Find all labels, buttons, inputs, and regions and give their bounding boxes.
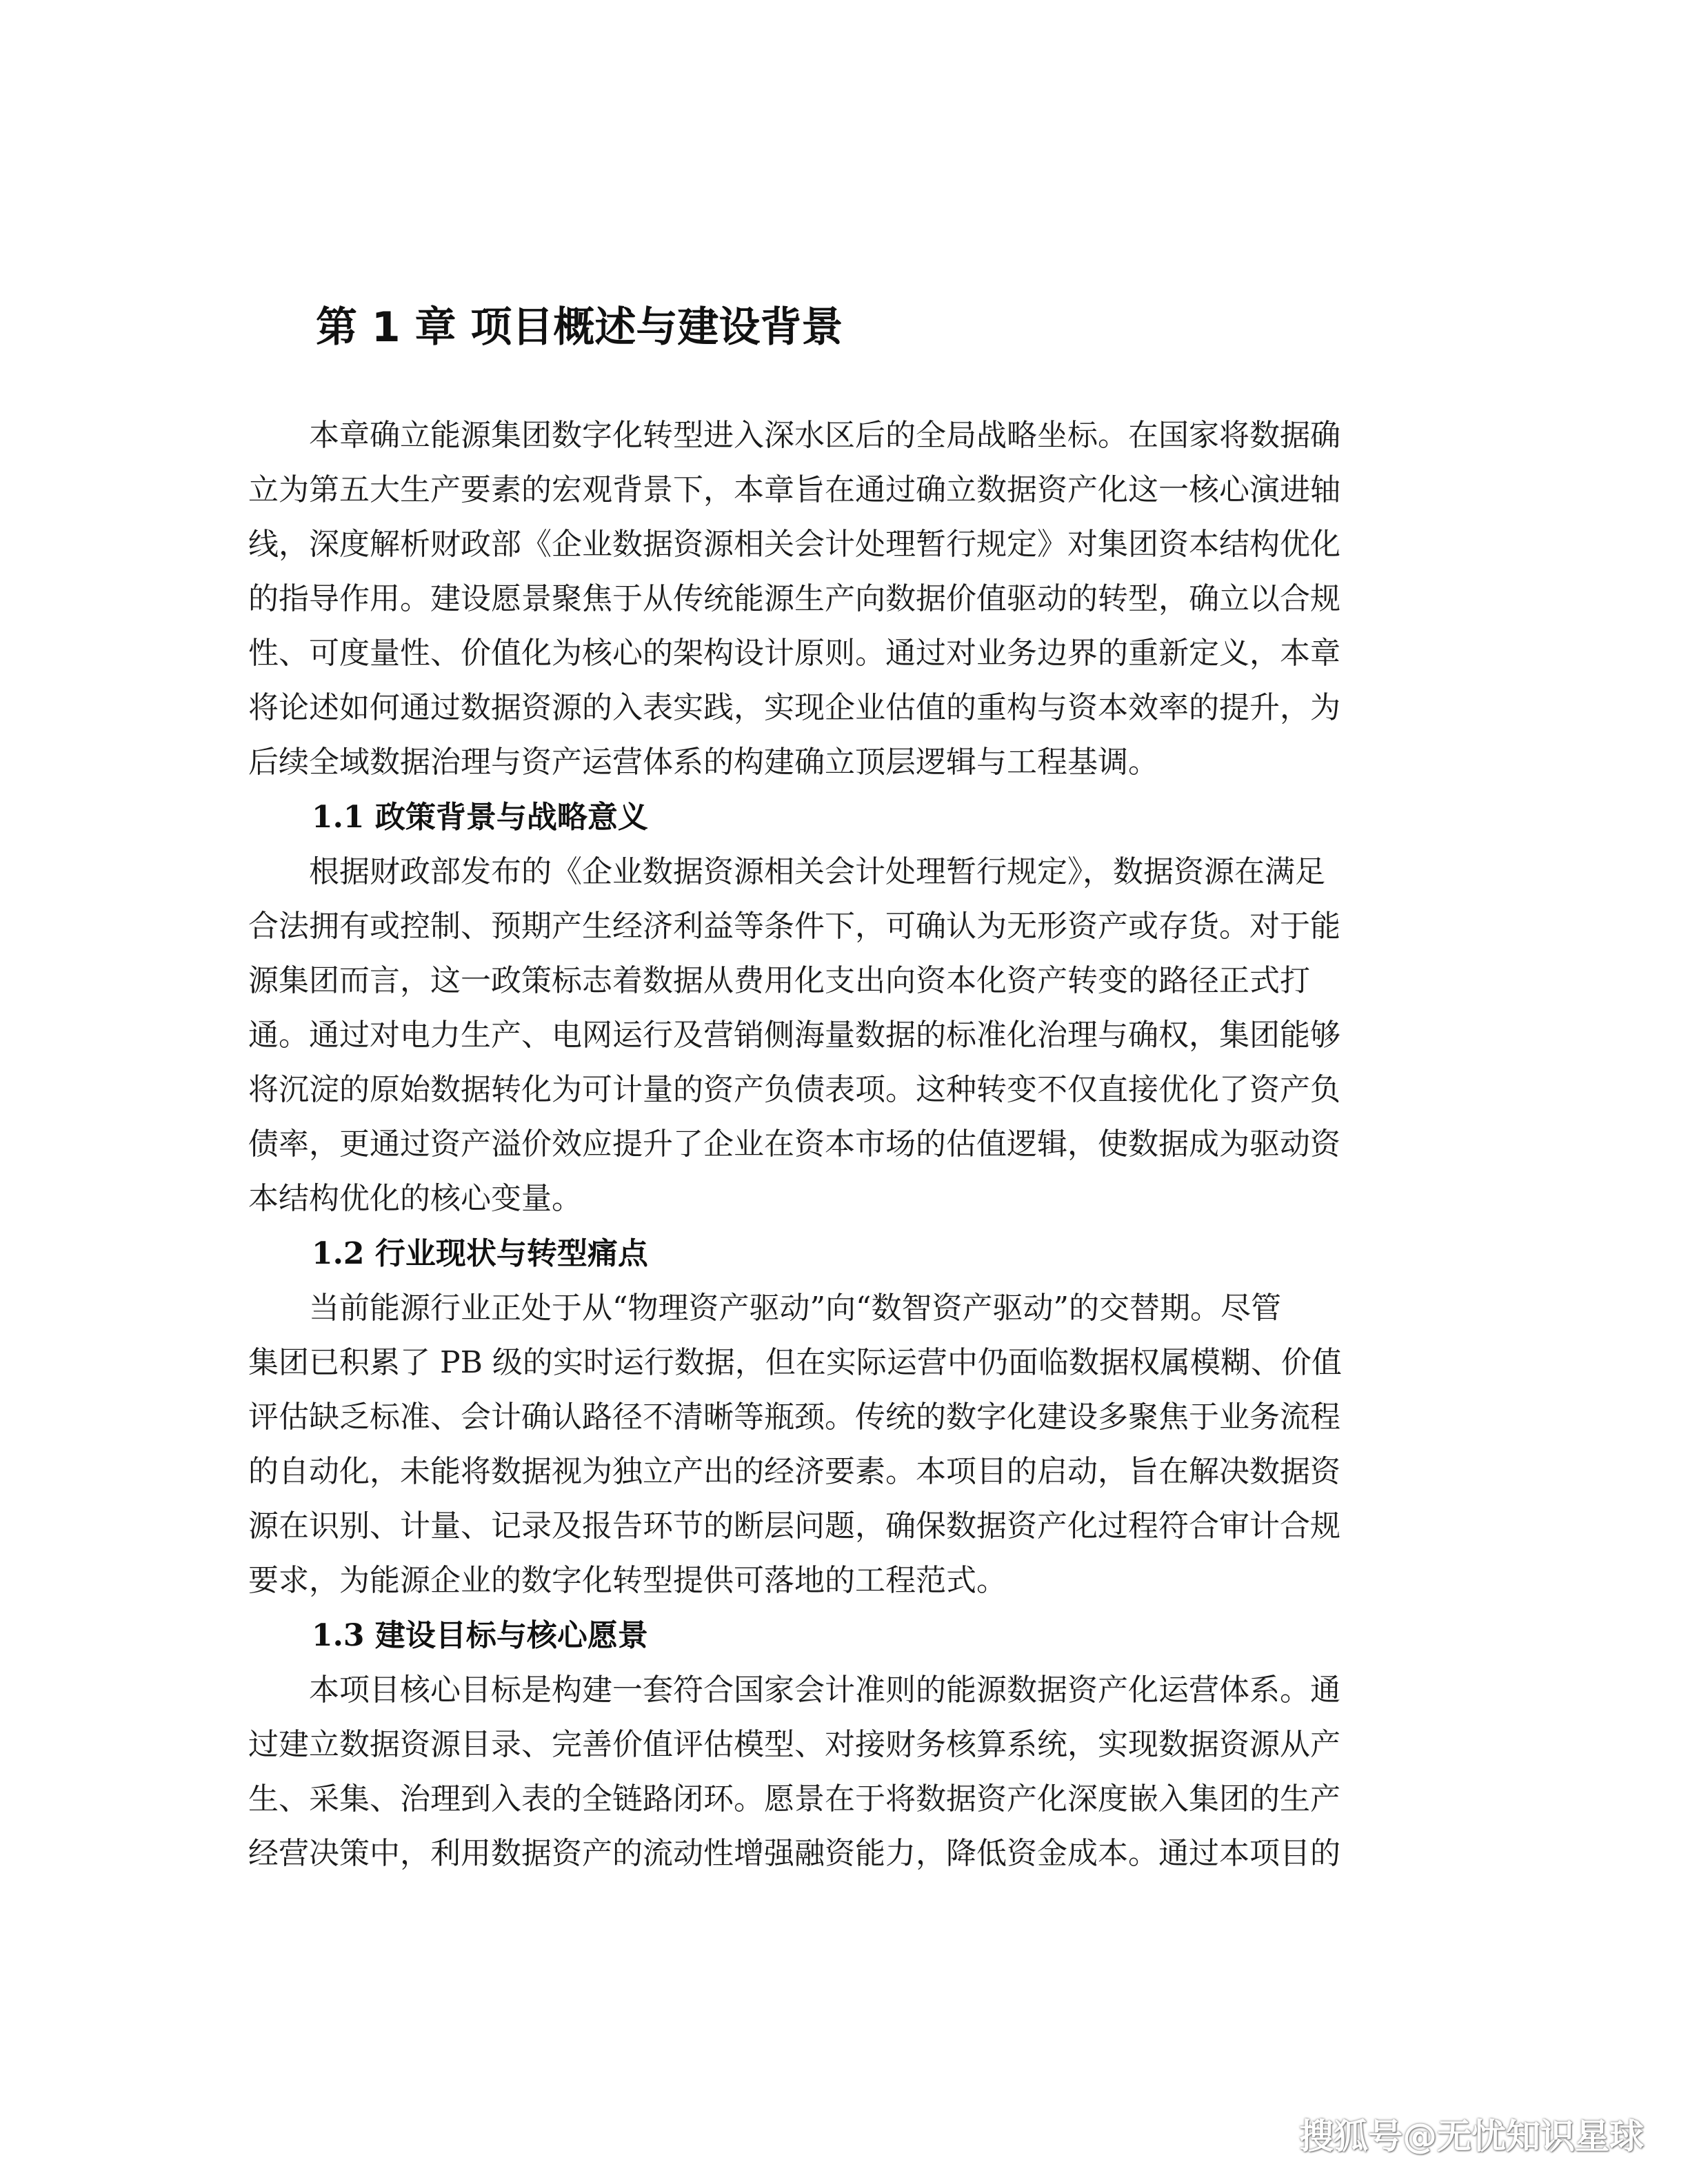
paragraph-line: 的指导作用。建设愿景聚焦于从传统能源生产向数据价值驱动的转型，确立以合规 [248,581,1340,616]
paragraph-line: 当前能源行业正处于从“物理资产驱动”向“数智资产驱动”的交替期。尽管 [309,1291,1281,1326]
section-heading-1-2: 1.2 行业现状与转型痛点 [312,1236,648,1271]
paragraph-line: 通。通过对电力生产、电网运行及营销侧海量数据的标准化治理与确权，集团能够 [248,1018,1340,1053]
paragraph-line: 过建立数据资源目录、完善价值评估模型、对接财务核算系统，实现数据资源从产 [248,1727,1340,1762]
paragraph-line: 将沉淀的原始数据转化为可计量的资产负债表项。这种转变不仅直接优化了资产负 [248,1072,1340,1107]
paragraph-line: 本结构优化的核心变量。 [248,1181,582,1216]
section-1-1-paragraph [248,845,1429,1226]
paragraph-line: 要求，为能源企业的数字化转型提供可落地的工程范式。 [248,1563,1007,1598]
paragraph-line: 生、采集、治理到入表的全链路闭环。愿景在于将数据资产化深度嵌入集团的生产 [248,1781,1340,1817]
watermark-text: 搜狐号@无忧知识星球 [1299,2116,1644,2156]
paragraph-line: 债率，更通过资产溢价效应提升了企业在资本市场的估值逻辑，使数据成为驱动资 [248,1126,1340,1162]
paragraph-line: 立为第五大生产要素的宏观背景下，本章旨在通过确立数据资产化这一核心演进轴 [248,472,1340,507]
paragraph-line: 线，深度解析财政部《企业数据资源相关会计处理暂行规定》对集团资本结构优化 [248,527,1340,562]
section-1-3-paragraph [248,1663,1429,1881]
paragraph-line: 将论述如何通过数据资源的入表实践，实现企业估值的重构与资本效率的提升，为 [248,690,1340,725]
paragraph-line: 根据财政部发布的《企业数据资源相关会计处理暂行规定》，数据资源在满足 [309,854,1325,889]
paragraph-line: 评估缺乏标准、会计确认路径不清晰等瓶颈。传统的数字化建设多聚焦于业务流程 [248,1399,1340,1435]
section-heading-1-1: 1.1 政策背景与战略意义 [312,800,648,835]
intro-paragraph [248,408,1429,789]
paragraph-line: 本项目核心目标是构建一套符合国家会计准则的能源数据资产化运营体系。通 [309,1672,1340,1708]
paragraph-line: 的自动化，未能将数据视为独立产出的经济要素。本项目的启动，旨在解决数据资 [248,1454,1340,1489]
paragraph-line: 合法拥有或控制、预期产生经济利益等条件下，可确认为无形资产或存货。对于能 [248,909,1340,944]
chapter-title: 第 1 章 项目概述与建设背景 [316,303,843,352]
section-1-2-paragraph [248,1281,1429,1608]
paragraph-line: 后续全域数据治理与资产运营体系的构建确立顶层逻辑与工程基调。 [248,745,1158,780]
paragraph-line: 源在识别、计量、记录及报告环节的断层问题，确保数据资产化过程符合审计合规 [248,1508,1340,1544]
paragraph-line: 集团已积累了 PB 级的实时运行数据，但在实际运营中仍面临数据权属模糊、价值 [248,1345,1342,1380]
paragraph-line: 本章确立能源集团数字化转型进入深水区后的全局战略坐标。在国家将数据确 [309,418,1340,453]
paragraph-line: 经营决策中，利用数据资产的流动性增强融资能力，降低资金成本。通过本项目的 [248,1836,1340,1871]
paragraph-line: 性、可度量性、价值化为核心的架构设计原则。通过对业务边界的重新定义，本章 [248,636,1340,671]
section-heading-1-3: 1.3 建设目标与核心愿景 [312,1618,648,1653]
paragraph-line: 源集团而言，这一政策标志着数据从费用化支出向资本化资产转变的路径正式打 [248,963,1310,998]
